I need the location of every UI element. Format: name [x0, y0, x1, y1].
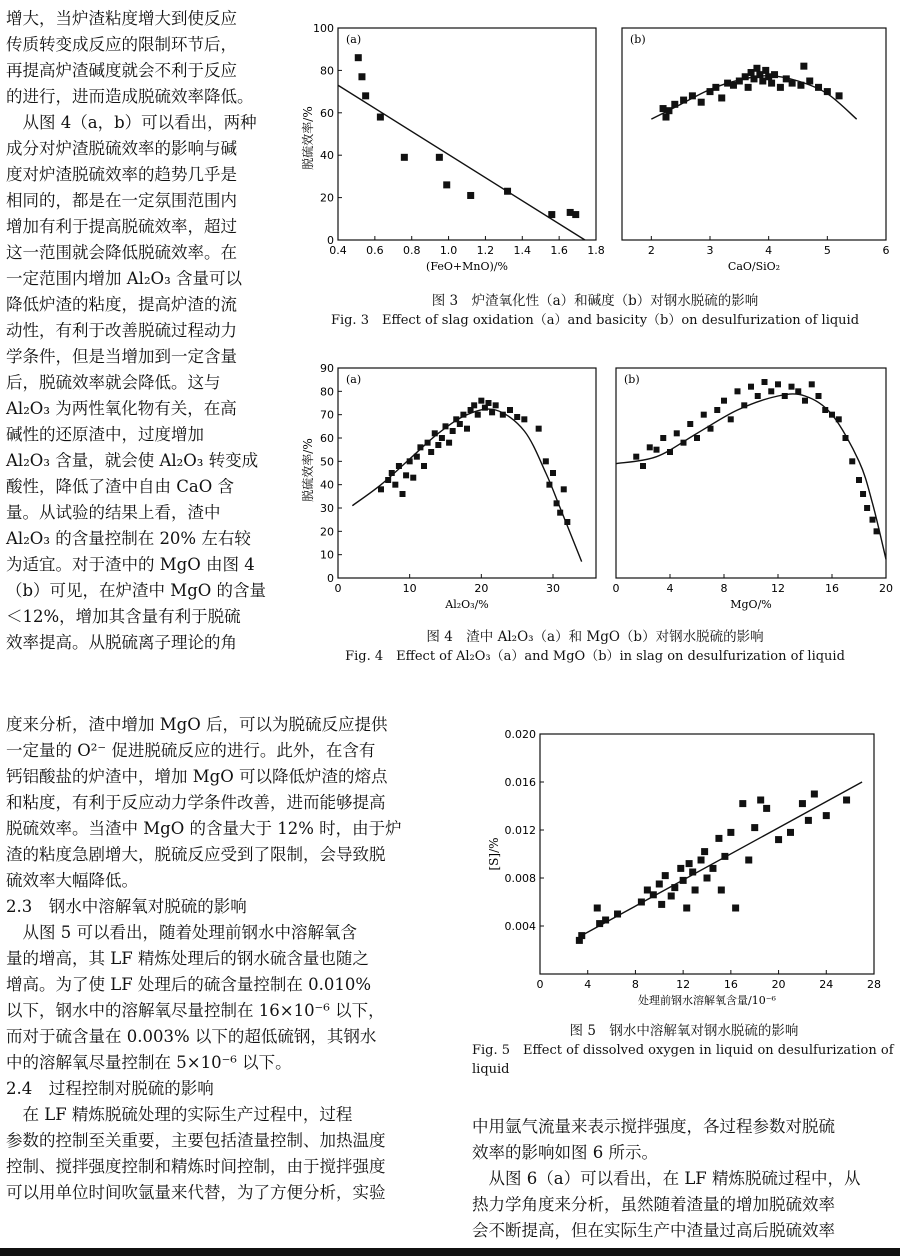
text-line: （b）可见，在炉渣中 MgO 的含量 — [6, 581, 267, 600]
fig4b-xtick-label: 12 — [771, 582, 785, 595]
text-line: 从图 6（a）可以看出，在 LF 精炼脱硫过程中，从 — [472, 1169, 861, 1188]
fig3a-point — [358, 73, 365, 80]
fig4a-ytick-label: 10 — [320, 548, 334, 562]
fig5-point — [658, 901, 665, 908]
fig5-point — [656, 881, 663, 888]
text-line: 增大，当炉渣粘度增大到使反应 — [6, 9, 237, 28]
fig5-caption-en-2: liquid — [472, 1062, 510, 1077]
page-bottom-rule — [0, 1248, 900, 1256]
fig5-point — [683, 905, 690, 912]
text-line: Al₂O₃ 为两性氧化物有关，在高 — [6, 399, 237, 418]
fig3a-xtick-label: 1.8 — [587, 244, 605, 257]
fig3a-xtick-label: 1.4 — [513, 244, 532, 257]
fig4b-point — [860, 491, 866, 497]
fig4a-ytick-label: 30 — [320, 502, 334, 515]
fig5-point — [718, 887, 725, 894]
fig5-point — [727, 829, 734, 836]
fig4a-point — [446, 440, 452, 446]
fig4a-point — [410, 475, 416, 481]
fig5-xtick-label: 0 — [536, 978, 544, 991]
text-line: 动性，有利于改善脱硫过程动力 — [6, 321, 237, 340]
fig4b-plot — [613, 368, 894, 611]
fig5-point — [757, 797, 764, 804]
fig5-point — [739, 800, 746, 807]
fig4b-point — [864, 505, 870, 511]
fig5-point — [799, 800, 806, 807]
fig4b-point — [768, 388, 774, 394]
fig3a-point — [355, 54, 362, 61]
fig3a-point — [377, 114, 384, 121]
fig3a-ytick-label: 100 — [313, 22, 334, 35]
fig3a-point — [436, 154, 443, 161]
fig4b-point — [762, 379, 768, 385]
fig4a-point — [392, 482, 398, 488]
text-line: 脱硫效率。当渣中 MgO 的含量大于 12% 时，由于炉 — [6, 819, 402, 838]
fig4a-point — [435, 442, 441, 448]
text-line: 碱性的还原渣中，过度增加 — [6, 425, 204, 444]
text-line: 增高。为了使 LF 处理后的硫含量控制在 0.010% — [6, 975, 372, 994]
fig4b-point — [849, 458, 855, 464]
fig3a-ytick-label: 60 — [320, 106, 334, 120]
fig4a-point — [421, 463, 427, 469]
fig4a-point — [457, 421, 463, 427]
fig5-point — [823, 812, 830, 819]
fig3b-plot — [622, 28, 890, 273]
fig4b-point — [789, 384, 795, 390]
fig3b-xtick-label: 4 — [765, 244, 773, 257]
fig4b-point — [775, 381, 781, 387]
text-line: 渣的粘度急剧增大，脱硫反应受到了限制，会导致脱 — [6, 845, 386, 864]
text-line: Al₂O₃ 含量，就会使 Al₂O₃ 转变成 — [6, 451, 259, 470]
fig4a-panel-label: (a) — [346, 373, 362, 386]
text-line: 的进行，进而造成脱硫效率降低。 — [6, 87, 254, 106]
fig3b-xlabel: CaO/SiO₂ — [727, 260, 781, 273]
fig4a-ytick-label: 70 — [320, 408, 334, 422]
fig4b-xtick-label: 4 — [666, 582, 674, 595]
fig4a-point — [507, 407, 513, 413]
fig3a-xtick-label: 0.6 — [366, 244, 384, 257]
fig4-caption-en: Fig. 4 Effect of Al₂O₃（a）and MgO（b）in slag on desulfurization of liquid — [345, 649, 845, 664]
text-line: 在 LF 精炼脱硫处理的实际生产过程中，过程 — [6, 1105, 353, 1124]
fig4b-point — [755, 393, 761, 399]
fig4a-ytick-label: 40 — [320, 478, 334, 492]
text-line: 增加有利于提高脱硫效率，超过 — [6, 217, 237, 236]
fig4a-xlabel: Al₂O₃/% — [445, 598, 489, 611]
fig4a-point — [471, 402, 477, 408]
fig5-xlabel: 处理前钢水溶解氧含量/10⁻⁶ — [638, 994, 776, 1007]
fig4b-point — [802, 398, 808, 404]
fig4a-point — [464, 426, 470, 432]
fig3b-point — [762, 67, 769, 74]
fig4b-point — [687, 421, 693, 427]
text-line: 酸性，降低了渣中自由 CaO 含 — [6, 477, 234, 496]
text-line: 效率提高。从脱硫离子理论的角 — [6, 633, 237, 652]
text-line: 效率的影响如图 6 所示。 — [472, 1143, 658, 1162]
fig4b-fit-curve — [616, 394, 886, 559]
fig4a-point — [378, 486, 384, 492]
fig4a-point — [400, 491, 406, 497]
fig3a-ytick-label: 80 — [320, 64, 334, 78]
fig5-xtick-label: 16 — [723, 978, 738, 991]
fig4b-point — [701, 412, 707, 418]
fig5-xtick-label: 8 — [631, 978, 639, 991]
fig3b-point — [836, 92, 843, 99]
fig5-point — [763, 805, 770, 812]
fig5-point — [704, 875, 711, 882]
fig4-caption — [300, 628, 890, 666]
fig5-point — [805, 817, 812, 824]
fig4a-point — [478, 398, 484, 404]
fig3b-point — [718, 94, 725, 101]
text-line: 这一范围就会降低脱硫效率。在 — [6, 243, 237, 262]
fig4a-point — [543, 458, 549, 464]
fig3a-xtick-label: 1.2 — [476, 244, 495, 257]
fig5-xtick-label: 24 — [819, 978, 834, 991]
fig5-ytick-label: 0.004 — [504, 920, 536, 933]
fig4a-ytick-label: 90 — [320, 362, 334, 375]
fig4b-point — [654, 447, 660, 453]
fig5-point — [775, 836, 782, 843]
fig5-caption — [472, 1022, 896, 1079]
fig5-point — [709, 865, 716, 872]
text-line: 控制、搅拌强度控制和精炼时间控制，由于搅拌强度 — [6, 1157, 386, 1176]
fig4a-plot — [320, 362, 596, 611]
fig3-caption — [300, 292, 890, 330]
fig5-point — [662, 872, 669, 879]
fig4a-point — [561, 486, 567, 492]
fig5-point — [843, 797, 850, 804]
fig4b-point — [856, 477, 862, 483]
fig3a-ytick-label: 0 — [327, 234, 334, 247]
fig4b-point — [640, 463, 646, 469]
fig4b-point — [633, 454, 639, 460]
fig5-point — [677, 865, 684, 872]
fig4a-frame — [338, 368, 596, 578]
figure-5 — [478, 722, 898, 1018]
fig4b-point — [809, 381, 815, 387]
fig5-point — [715, 835, 722, 842]
fig3b-point — [663, 114, 670, 121]
fig5-ytick-label: 0.008 — [504, 872, 536, 885]
text-line: 降低炉渣的粘度，提高炉渣的流 — [6, 295, 237, 314]
text-line: 度对炉渣脱硫效率的趋势几乎是 — [6, 165, 237, 184]
fig5-point — [811, 791, 818, 798]
fig3b-xtick-label: 6 — [882, 244, 890, 257]
fig4b-point — [735, 388, 741, 394]
fig4b-point — [748, 384, 754, 390]
fig4a-point — [550, 470, 556, 476]
fig4-caption-cn: 图 4 渣中 Al₂O₃（a）和 MgO（b）对钢水脱硫的影响 — [426, 629, 764, 645]
text-line: 2.4 过程控制对脱硫的影响 — [6, 1079, 214, 1098]
text-line: 一定范围内增加 Al₂O₃ 含量可以 — [6, 269, 242, 288]
fig3-caption-en: Fig. 3 Effect of slag oxidation（a）and basicity（b）on desulfurization of liquid — [330, 313, 860, 328]
fig3a-point — [362, 92, 369, 99]
fig5-ytick-label: 0.020 — [504, 728, 536, 741]
text-left-top — [6, 6, 266, 656]
fig4a-point — [536, 426, 542, 432]
fig5-point — [692, 887, 699, 894]
fig4b-frame — [616, 368, 886, 578]
text-line: 传质转变成反应的限制环节后， — [6, 35, 237, 54]
text-line: 热力学角度来分析，虽然随着渣量的增加脱硫效率 — [472, 1195, 835, 1214]
text-line: Al₂O₃ 的含量控制在 20% 左右较 — [6, 529, 251, 548]
fig4b-point — [728, 416, 734, 422]
fig3a-panel-label: (a) — [346, 33, 362, 46]
text-line: 而对于硫含量在 0.003% 以下的超低硫钢，其钢水 — [6, 1027, 377, 1046]
fig3b-point — [800, 63, 807, 70]
fig4a-point — [493, 402, 499, 408]
fig4a-point — [403, 472, 409, 478]
fig5-point — [686, 860, 693, 867]
fig3a-point — [572, 211, 579, 218]
fig5-fit-line — [579, 782, 862, 937]
fig3a-point — [467, 192, 474, 199]
fig5-point — [668, 893, 675, 900]
fig3a-ytick-label: 20 — [320, 191, 334, 205]
fig4a-ytick-label: 80 — [320, 385, 334, 399]
text-line: 参数的控制至关重要，主要包括渣量控制、加热温度 — [6, 1131, 386, 1150]
fig5-caption-en-1: Fig. 5 Effect of dissolved oxygen in liquid on desulfurization of — [472, 1043, 894, 1058]
text-line: 从图 5 可以看出，随着处理前钢水中溶解氧含 — [6, 923, 357, 942]
fig5-ytick-label: 0.016 — [504, 776, 536, 789]
fig4b-point — [694, 435, 700, 441]
fig5-xtick-label: 12 — [676, 978, 691, 991]
fig4a-xtick-label: 0 — [334, 582, 342, 595]
fig3a-frame — [338, 28, 596, 240]
fig4b-point — [674, 430, 680, 436]
fig4a-point — [521, 416, 527, 422]
text-line: 量的增高，其 LF 精炼处理后的钢水硫含量也随之 — [6, 949, 369, 968]
fig3-ylabel: 脱硫效率/% — [301, 106, 315, 170]
fig4b-point — [714, 407, 720, 413]
text-line: 硫效率大幅降低。 — [6, 871, 138, 890]
fig4b-xtick-label: 0 — [612, 582, 620, 595]
fig4a-point — [439, 435, 445, 441]
fig3a-point — [401, 154, 408, 161]
fig4b-point — [647, 444, 653, 450]
fig4a-point — [450, 428, 456, 434]
text-line: 钙铝酸盐的炉渣中，增加 MgO 可以降低炉渣的熔点 — [6, 767, 388, 786]
fig4b-xlabel: MgO/% — [730, 598, 772, 611]
text-right-bottom — [472, 1114, 860, 1244]
text-line: 后，脱硫效率就会降低。这与 — [6, 373, 221, 392]
fig3b-point — [753, 65, 760, 72]
fig5-ytick-label: 0.012 — [504, 824, 536, 837]
fig5-point — [751, 824, 758, 831]
figure-3 — [290, 18, 900, 280]
fig4a-point — [514, 414, 520, 420]
fig3a-point — [443, 181, 450, 188]
fig3b-point — [698, 99, 705, 106]
text-line: 一定量的 O²⁻ 促进脱硫反应的进行。此外，在含有 — [6, 741, 376, 760]
fig5-point — [594, 905, 601, 912]
fig4b-xtick-label: 16 — [825, 582, 839, 595]
fig5-point — [701, 848, 708, 855]
fig4a-ytick-label: 20 — [320, 525, 334, 539]
fig3a-ytick-label: 40 — [320, 149, 334, 163]
figure-4 — [290, 360, 900, 622]
fig3-caption-cn: 图 3 炉渣氧化性（a）和碱度（b）对钢水脱硫的影响 — [431, 293, 759, 309]
fig3b-point — [771, 71, 778, 78]
text-line: 学条件，但是当增加到一定含量 — [6, 347, 237, 366]
fig5-xtick-label: 4 — [584, 978, 592, 991]
fig3b-xtick-label: 3 — [706, 244, 714, 257]
fig3a-xlabel: (FeO+MnO)/% — [426, 260, 508, 273]
fig3b-point — [777, 84, 784, 91]
text-line: 相同的，都是在一定氛围范围内 — [6, 191, 237, 210]
fig3b-frame — [622, 28, 886, 240]
fig3b-point — [745, 84, 752, 91]
fig4a-point — [475, 412, 481, 418]
fig5-xtick-label: 28 — [867, 978, 881, 991]
fig5-point — [732, 905, 739, 912]
fig4a-xtick-label: 20 — [474, 582, 489, 595]
fig3a-xtick-label: 0.8 — [402, 244, 421, 257]
fig3b-xtick-label: 2 — [647, 244, 655, 257]
fig4b-point — [721, 398, 727, 404]
text-line: 会不断提高，但在实际生产中渣量过高后脱硫效率 — [472, 1221, 835, 1240]
fig5-point — [644, 887, 651, 894]
text-line: ＜12%，增加其含量有利于脱硫 — [6, 607, 241, 626]
text-line: 2.3 钢水中溶解氧对脱硫的影响 — [6, 897, 247, 916]
fig4b-xtick-label: 20 — [879, 582, 893, 595]
fig4a-xtick-label: 10 — [402, 582, 417, 595]
fig4-ylabel: 脱硫效率/% — [301, 438, 315, 502]
fig4b-point — [870, 517, 876, 523]
fig5-caption-cn: 图 5 钢水中溶解氧对钢水脱硫的影响 — [569, 1023, 799, 1039]
fig3b-xtick-label: 5 — [823, 244, 831, 257]
text-line: 可以用单位时间吹氩量来代替，为了方便分析，实验 — [6, 1183, 386, 1202]
text-line: 为适宜。对于渣中的 MgO 由图 4 — [6, 555, 255, 574]
text-line: 和粘度，有利于反应动力学条件改善，进而能够提高 — [6, 793, 386, 812]
fig5-point — [787, 829, 794, 836]
text-line: 中的溶解氧尽量控制在 5×10⁻⁶ 以下。 — [6, 1053, 292, 1072]
fig4b-point — [660, 435, 666, 441]
fig5-xtick-label: 20 — [771, 978, 786, 991]
text-left-bottom — [6, 712, 402, 1206]
fig4a-point — [428, 449, 434, 455]
fig4a-xtick-label: 30 — [546, 582, 560, 595]
text-line: 量。从试验的结果上看，渣中 — [6, 503, 221, 522]
fig3a-fit-line — [338, 85, 585, 240]
fig4b-panel-label: (b) — [624, 373, 640, 386]
fig3b-panel-label: (b) — [630, 33, 646, 46]
fig4a-point — [486, 400, 492, 406]
fig5-point — [745, 857, 752, 864]
fig4b-point — [816, 393, 822, 399]
text-line: 中用氩气流量来表示搅拌强度，各过程参数对脱硫 — [472, 1117, 835, 1136]
text-line: 度来分析，渣中增加 MgO 后，可以为脱硫反应提供 — [6, 715, 388, 734]
fig3a-xtick-label: 0.4 — [329, 244, 347, 257]
text-line: 再提高炉渣碱度就会不利于反应 — [6, 61, 237, 80]
fig5-point — [698, 857, 705, 864]
fig3b-point — [768, 80, 775, 87]
fig4a-ytick-label: 0 — [327, 572, 334, 585]
fig3a-xtick-label: 1.0 — [439, 244, 458, 257]
text-line: 从图 4（a，b）可以看出，两种 — [6, 113, 257, 132]
fig4a-ytick-label: 60 — [320, 432, 334, 445]
fig4b-xtick-label: 8 — [720, 582, 728, 595]
fig4a-ytick-label: 50 — [320, 455, 334, 469]
fig5-plot — [487, 728, 881, 1007]
text-line: 成分对炉渣脱硫效率的影响与碱 — [6, 139, 237, 158]
fig3a-plot — [313, 22, 605, 273]
fig3a-xtick-label: 1.6 — [550, 244, 568, 257]
text-line: 以下，钢水中的溶解氧尽量控制在 16×10⁻⁶ 以下， — [6, 1001, 385, 1020]
fig5-ylabel: [S]/% — [487, 837, 501, 871]
